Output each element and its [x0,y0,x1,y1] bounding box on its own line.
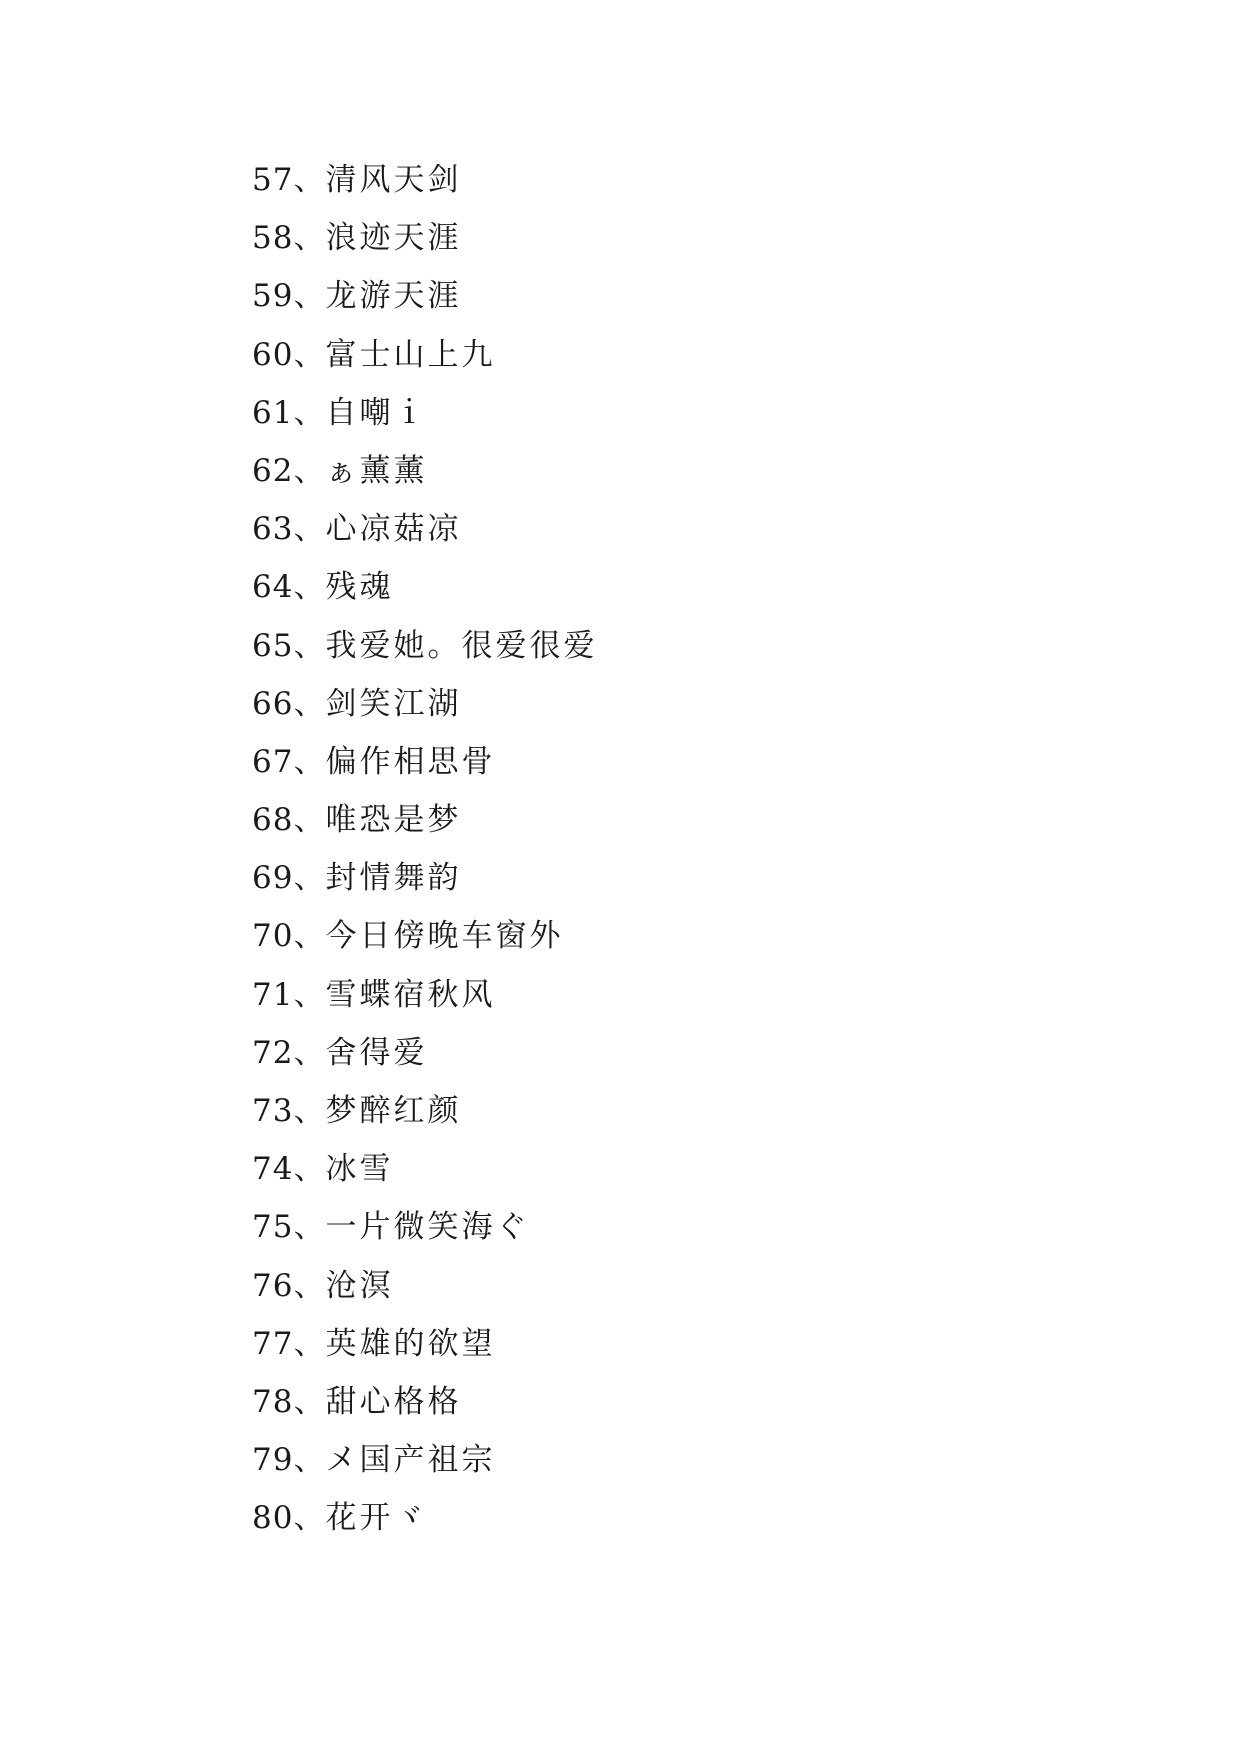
item-text: 花开ヾ [325,1500,428,1537]
item-number: 72、 [252,1034,326,1071]
item-text: 清风天剑 [325,162,462,198]
item-text: 甜心格格 [325,1383,462,1420]
item-number: 62、 [252,452,326,489]
item-number: 78、 [252,1383,326,1420]
item-text: 龙游天涯 [325,278,462,315]
list-item [252,1033,597,1091]
item-text: 沧溟 [325,1267,394,1304]
item-text: メ国产祖宗 [325,1442,496,1479]
item-text: 残魂 [325,569,394,606]
item-number: 73、 [252,1093,326,1129]
item-text: 自嘲ｉ [325,394,428,431]
list-item [252,742,597,800]
name-list [252,160,597,1557]
list-item [252,800,597,858]
list-item [252,1324,597,1382]
list-item [252,975,597,1033]
item-number: 58、 [252,220,326,257]
item-text: 浪迹天涯 [325,220,462,257]
list-item [252,684,597,742]
list-item [252,626,597,684]
list-item [252,858,597,916]
list-item [252,1091,597,1149]
item-text: 冰雪 [325,1151,394,1188]
item-text: 我爱她。很爱很爱 [325,627,598,664]
item-number: 63、 [252,511,326,548]
list-item [252,1440,597,1498]
list-item [252,335,597,393]
item-text: 富士山上九 [325,336,496,373]
item-number: 64、 [252,569,326,606]
item-number: 67、 [252,743,326,780]
item-number: 57、 [252,162,326,198]
list-item [252,393,597,451]
item-text: 唯恐是梦 [325,802,462,839]
list-item [252,1207,597,1265]
list-item [252,218,597,276]
item-number: 71、 [252,976,326,1013]
item-number: 61、 [252,394,326,431]
item-number: 65、 [252,627,326,664]
list-item [252,1382,597,1440]
item-text: 封情舞韵 [325,860,462,897]
item-number: 79、 [252,1442,326,1479]
list-item [252,509,597,567]
item-number: 74、 [252,1151,326,1188]
item-number: 68、 [252,802,326,839]
list-item [252,160,597,218]
item-number: 77、 [252,1325,326,1362]
list-item [252,276,597,334]
item-number: 59、 [252,278,326,315]
item-text: 偏作相思骨 [325,743,496,780]
item-number: 75、 [252,1209,326,1246]
item-number: 60、 [252,336,326,373]
list-item [252,1498,597,1556]
item-text: 心凉菇凉 [325,511,462,548]
item-number: 76、 [252,1267,326,1304]
list-item [252,567,597,625]
item-number: 80、 [252,1500,326,1537]
item-text: ぁ薰薰 [325,452,428,489]
list-item [252,916,597,974]
item-number: 66、 [252,685,326,722]
item-text: 今日傍晚车窗外 [325,918,564,955]
item-text: 一片微笑海ぐ [325,1209,530,1246]
list-item [252,1149,597,1207]
item-number: 69、 [252,860,326,897]
list-item [252,1266,597,1324]
list-item [252,451,597,509]
item-text: 梦醉红颜 [325,1093,462,1129]
item-text: 英雄的欲望 [325,1325,496,1362]
item-text: 雪蝶宿秋风 [325,976,496,1013]
item-text: 舍得爱 [325,1034,428,1071]
item-text: 剑笑江湖 [325,685,462,722]
item-number: 70、 [252,918,326,955]
